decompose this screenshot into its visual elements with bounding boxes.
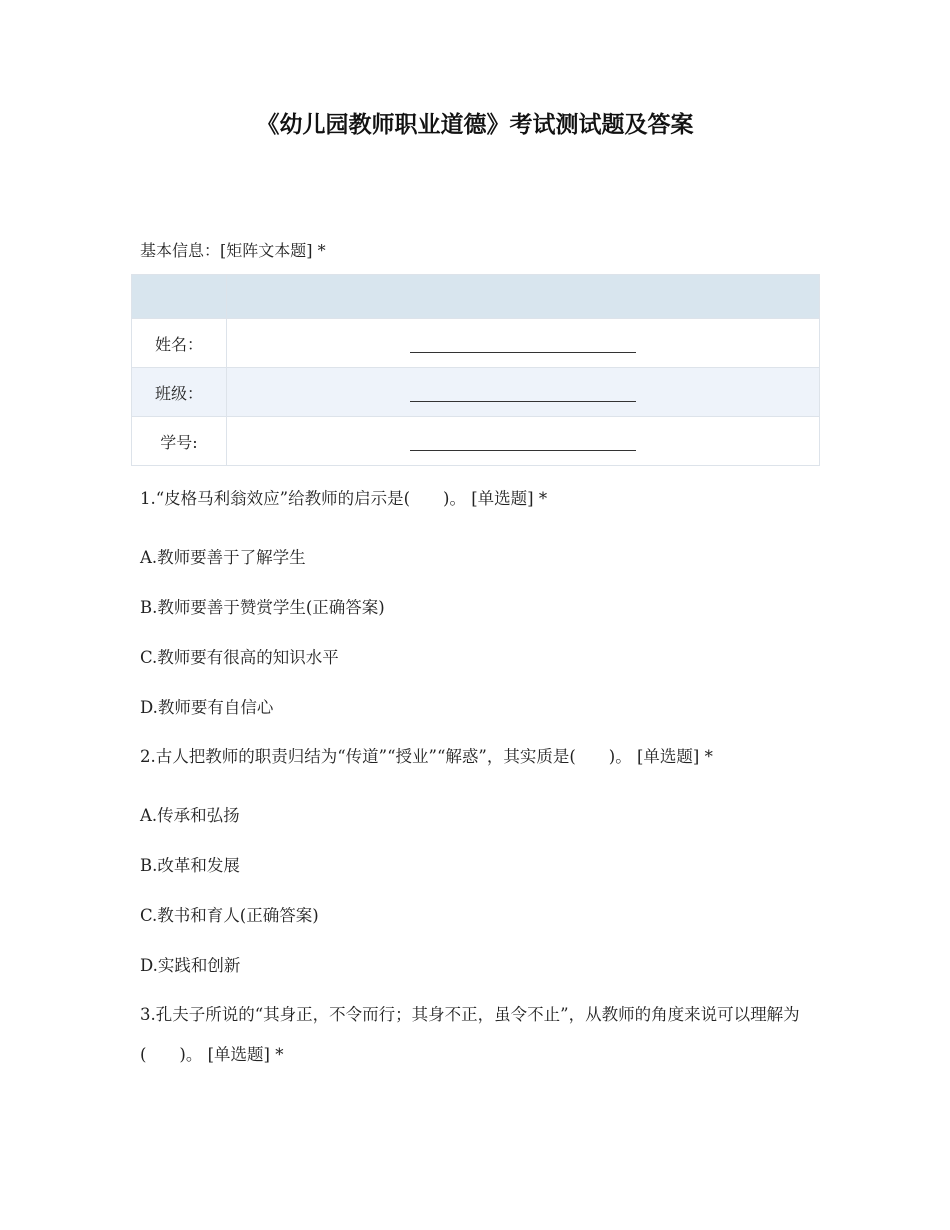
name-field[interactable] [227,319,820,368]
blank-line [410,436,636,451]
class-label: 班级： [132,368,227,417]
q1-option-c[interactable]: C.教师要有很高的知识水平 [140,648,339,667]
table-row [132,368,820,417]
q1-option-b[interactable]: B.教师要善于赞赏学生(正确答案) [140,598,385,617]
table-row [132,417,820,466]
question-2: 2.古人把教师的职责归结为“传道”“授业”“解惑”，其实质是( )。 [单选题] * [140,747,713,766]
q2-option-c[interactable]: C.教书和育人(正确答案) [140,906,319,925]
student-id-field[interactable] [227,417,820,466]
class-field[interactable] [227,368,820,417]
q2-option-d[interactable]: D.实践和创新 [140,956,241,975]
page-title: 《幼儿园教师职业道德》考试测试题及答案 [256,112,694,138]
student-id-label: 学号: [132,417,227,466]
blank-line [410,387,636,402]
table-header-cell [132,275,227,319]
basic-info-label: 基本信息：[矩阵文本题] * [140,241,326,260]
table-row [132,319,820,368]
name-label: 姓名： [132,319,227,368]
basic-info-table [131,274,820,466]
q2-option-a[interactable]: A.传承和弘扬 [140,806,240,825]
question-1: 1.“皮格马利翁效应”给教师的启示是( )。 [单选题] * [140,489,548,508]
question-3: 3.孔夫子所说的“其身正，不令而行；其身不正，虽令不止”，从教师的角度来说可以理解为( )。 [单选题] * [140,1005,800,1064]
q1-option-d[interactable]: D.教师要有自信心 [140,698,274,717]
blank-line [410,338,636,353]
table-header-row [132,275,820,319]
q2-option-b[interactable]: B.改革和发展 [140,856,240,875]
q1-option-a[interactable]: A.教师要善于了解学生 [140,548,306,567]
table-header-cell [227,275,820,319]
